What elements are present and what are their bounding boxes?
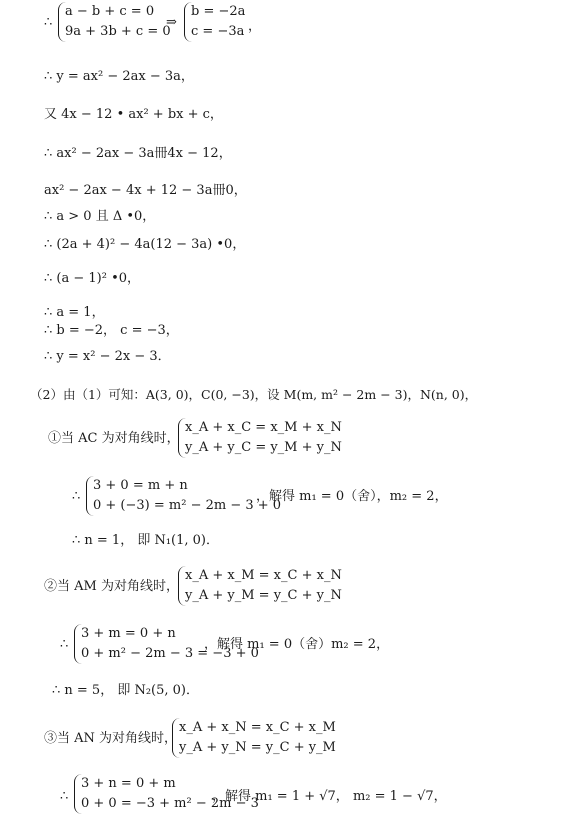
therefore-symbol: ∴ [72, 489, 81, 504]
case-1-label: ①当 AC 为对角线时， [48, 431, 180, 446]
math-line: ∴ y = x² − 2x − 3． [44, 349, 171, 364]
case-2-condition [178, 566, 342, 606]
math-line: ∴ ax² − 2ax − 3a冊4x − 12， [44, 146, 232, 161]
case-3-label: ③当 AN 为对角线时， [44, 731, 178, 746]
case-2-label: ②当 AM 为对角线时， [44, 579, 179, 594]
math-line: ∴ (2a + 4)² − 4a(12 − 3a) •0， [44, 237, 246, 252]
equation-row: 3 + n = 0 + m [81, 776, 176, 791]
equation-row: y_A + y_N = y_C + y_M [179, 740, 336, 755]
math-line: ax² − 2ax − 4x + 12 − 3a冊0， [44, 183, 247, 198]
case-1-solution: ，解得 m₁ = 0（舍），m₂ = 2， [256, 489, 448, 504]
equation-system-1 [58, 2, 171, 42]
equation-row: 9a + 3b + c = 0 [65, 24, 171, 39]
math-line: ∴ a = 1， [44, 305, 105, 320]
case-3-solution: ，解得 m₁ = 1 + √7， m₂ = 1 − √7， [212, 789, 447, 804]
equation-row: 3 + m = 0 + n [81, 626, 176, 641]
therefore-symbol: ∴ [44, 15, 53, 30]
equation-system-1-result [184, 2, 245, 42]
math-line: ∴ b = −2， c = −3， [44, 323, 179, 338]
equation-row: y_A + y_M = y_C + y_N [185, 588, 342, 603]
equation-row: 0 + m² − 2m − 3 = −3 + 0 [81, 646, 259, 661]
equation-row: x_A + x_M = x_C + x_N [185, 568, 342, 583]
therefore-symbol: ∴ [60, 637, 69, 652]
case-1-condition [178, 418, 342, 458]
case-2-result: ∴ n = 5， 即 N₂(5, 0)． [52, 683, 200, 698]
equation-row: 0 + 0 = −3 + m² − 2m − 3 [81, 796, 259, 811]
math-line: ∴ (a − 1)² •0， [44, 271, 141, 286]
case-1-equations [86, 476, 281, 516]
math-line: 又 4x − 12 • ax² + bx + c， [44, 107, 223, 122]
math-line: ∴ y = ax² − 2ax − 3a， [44, 69, 194, 84]
implies-arrow: ⇒ [166, 15, 177, 30]
punctuation: ， [248, 19, 262, 34]
math-line: ∴ a > 0 且 Δ •0， [44, 209, 156, 224]
therefore-symbol: ∴ [60, 789, 69, 804]
case-2-solution: ，解得 m₁ = 0（舍）m₂ = 2， [204, 637, 390, 652]
equation-row: 0 + (−3) = m² − 2m − 3 + 0 [93, 498, 282, 513]
equation-row: x_A + x_C = x_M + x_N [185, 420, 342, 435]
equation-row: a − b + c = 0 [65, 4, 155, 19]
equation-row: c = −3a [191, 24, 245, 39]
case-1-result: ∴ n = 1， 即 N₁(1, 0)． [72, 533, 220, 548]
equation-row: x_A + x_N = x_C + x_M [179, 720, 336, 735]
part-2-intro: （2）由（1）可知：A(3, 0)，C(0, −3)，设 M(m, m² − 2m − 3)，N(n, 0)， [30, 387, 478, 402]
case-3-condition [172, 718, 336, 758]
equation-row: 3 + 0 = m + n [93, 478, 188, 493]
equation-row: y_A + y_C = y_M + y_N [185, 440, 342, 455]
equation-row: b = −2a [191, 4, 246, 19]
